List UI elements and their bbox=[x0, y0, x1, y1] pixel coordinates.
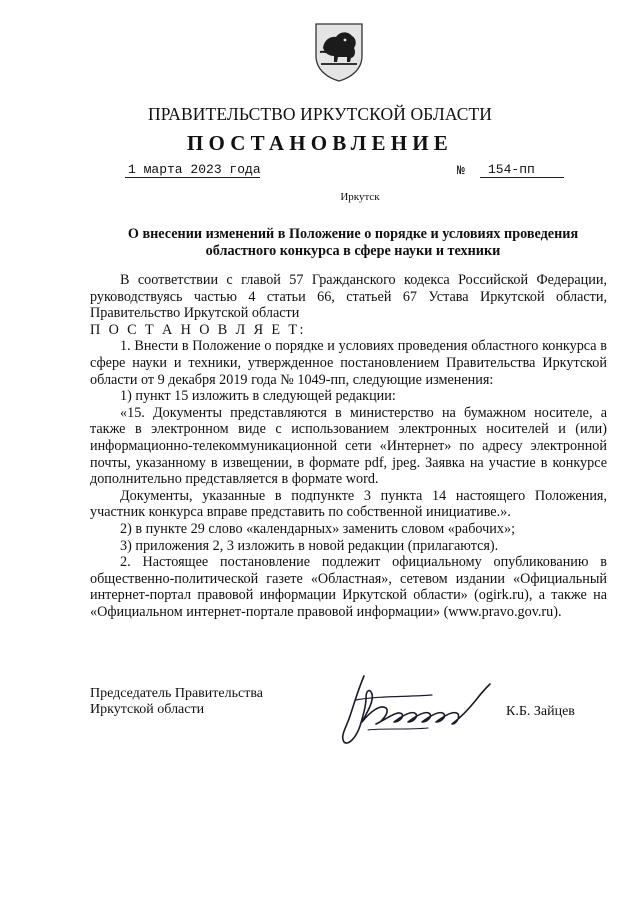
document-number: 154-пп bbox=[480, 162, 564, 178]
signatory-position-line-2: Иркутской области bbox=[90, 701, 205, 717]
number-sign: № bbox=[457, 163, 465, 178]
intro-paragraph: В соответствии с главой 57 Гражданского кодекса Российской Федерации, руководствуясь частью 4 статьи 66, статьей 67 Устава Иркутской области, Правительство Иркутской области bbox=[90, 272, 607, 322]
subitem-2-paragraph: 2) в пункте 29 слово «календарных» заменить словом «рабочих»; bbox=[120, 520, 516, 537]
subitem-3-paragraph: 3) приложения 2, 3 изложить в новой редакции (прилагаются). bbox=[120, 537, 499, 554]
document-date: 1 марта 2023 года bbox=[128, 162, 261, 177]
coat-of-arms-icon bbox=[314, 22, 364, 82]
item-2-paragraph: 2. Настоящее постановление подлежит официальному опубликованию в общественно-политической газете «Областная», сетевом издании «Официальный интернет-портал правовой информации Иркутской области» (ogirk.ru), а также на «Официальном интернет-портале правовой информации» (www.pravo.gov.ru). bbox=[90, 554, 607, 620]
document-type-title: ПОСТАНОВЛЕНИЕ bbox=[186, 131, 454, 155]
subitem-1-quote: «15. Документы представляются в министерство на бумажном носителе, а также в электронном виде с использованием электронных носителей и (или) информационно-телекоммуникационной сети «Интернет» по адресу электронной почты, указанному в извещении, в формате pdf, jpeg. Заявка на участие в конкурсе дополнительно представляется в формате word. bbox=[90, 404, 607, 488]
document-subject: О внесении изменений в Положение о порядке и условиях проведения областного конкурса в сфере науки и техники bbox=[127, 226, 579, 259]
subitem-1-quote-continued: Документы, указанные в подпункте 3 пункта 14 настоящего Положения, участник конкурса вправе представить по собственной инициативе.». bbox=[90, 487, 607, 521]
item-1-paragraph: 1. Внести в Положение о порядке и условиях проведения областного конкурса в сфере науки и техники, утвержденное постановлением Правительства Иркутской области от 9 декабря 2019 года № 1049-пп, следующие изменения: bbox=[90, 338, 607, 388]
government-name: ПРАВИТЕЛЬСТВО ИРКУТСКОЙ ОБЛАСТИ bbox=[147, 104, 493, 124]
handwritten-signature-icon bbox=[336, 670, 496, 748]
city-name: Иркутск bbox=[340, 191, 380, 203]
subitem-1-paragraph: 1) пункт 15 изложить в следующей редакции: bbox=[120, 388, 396, 405]
document-body bbox=[90, 272, 607, 620]
signatory-position-line-1: Председатель Правительства bbox=[90, 686, 263, 701]
signatory-name: К.Б. Зайцев bbox=[506, 704, 575, 719]
date-underline bbox=[125, 177, 260, 178]
signatory-position bbox=[90, 686, 263, 717]
decree-heading: П О С Т А Н О В Л Я Е Т: bbox=[90, 321, 306, 338]
